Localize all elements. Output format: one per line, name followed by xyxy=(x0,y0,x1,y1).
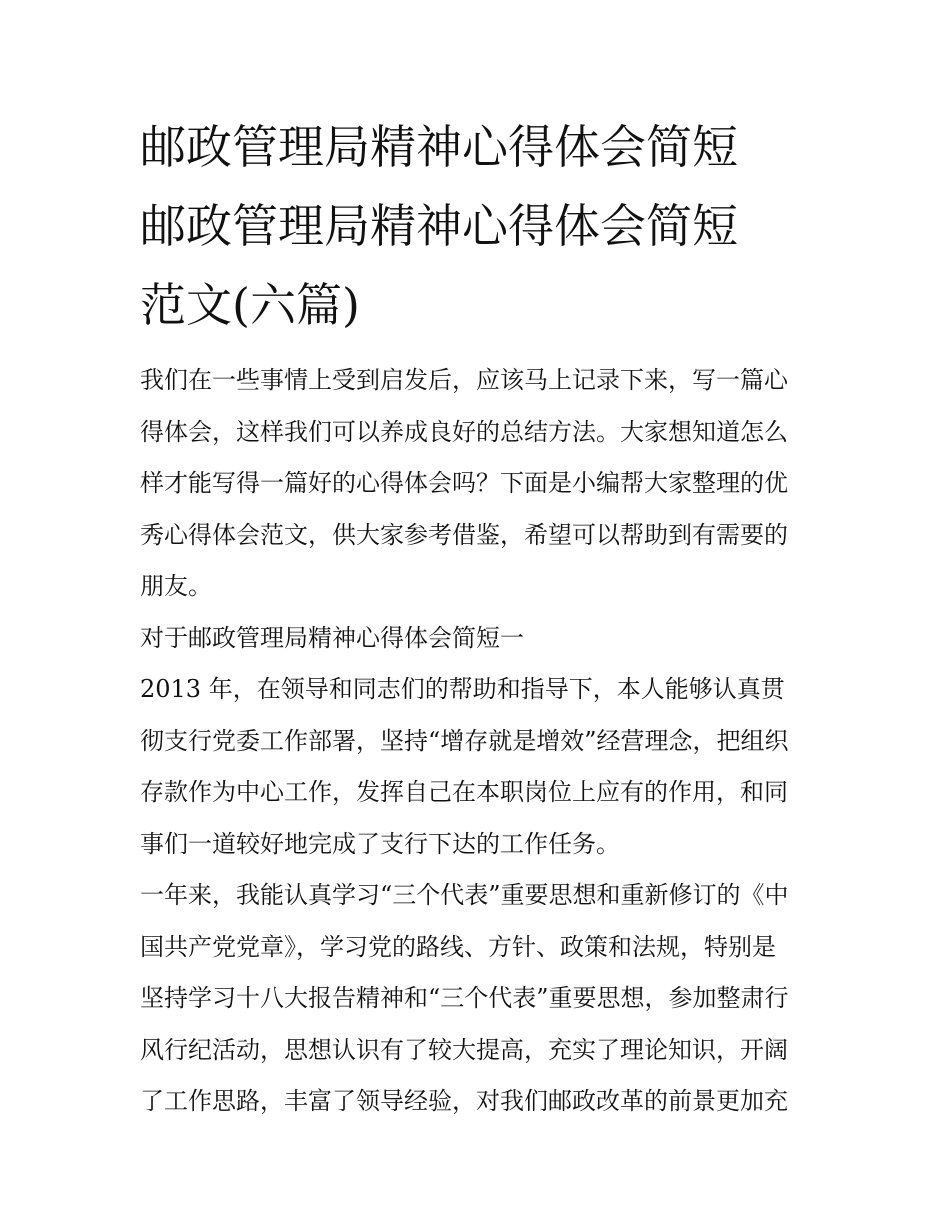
text-line: 事们一道较好地完成了支行下达的工作任务。 xyxy=(140,829,620,858)
body-paragraph xyxy=(140,870,815,1128)
text-line: 了工作思路，丰富了领导经验，对我们邮政改革的前景更加充 xyxy=(140,1087,788,1115)
section-heading xyxy=(140,613,815,665)
text-line: 彻支行党委工作部署，坚持“增存就是增效”经营理念，把组织 xyxy=(140,726,789,755)
text-line: 2013 年，在领导和同志们的帮助和指导下，本人能够认真贯 xyxy=(140,675,785,703)
document-body xyxy=(140,355,815,1128)
text-line: 国共产党党章》，学习党的路线、方针、政策和法规，特别是 xyxy=(140,932,776,961)
text-line: 一年来，我能认真学习“三个代表”重要思想和重新修订的《中 xyxy=(140,881,789,909)
title-line: 邮政管理局精神心得体会简短 xyxy=(140,120,738,174)
text-line: 存款作为中心工作，发挥自己在本职岗位上应有的作用，和同 xyxy=(140,778,788,806)
text-line: 我们在一些事情上受到启发后，应该马上记录下来，写一篇心 xyxy=(140,366,788,394)
text-line: 样才能写得一篇好的心得体会吗？下面是小编帮大家整理的优 xyxy=(140,469,788,497)
text-line: 朋友。 xyxy=(140,572,212,600)
text-line: 风行纪活动，思想认识有了较大提高，充实了理论知识，开阔 xyxy=(140,1035,788,1064)
document-content xyxy=(140,108,815,1128)
text-line: 秀心得体会范文，供大家参考借鉴，希望可以帮助到有需要的 xyxy=(140,520,788,549)
text-line: 对于邮政管理局精神心得体会简短一 xyxy=(140,623,524,652)
text-line: 坚持学习十八大报告精神和“三个代表”重要思想，参加整肃行 xyxy=(140,984,789,1012)
text-line: 得体会，这样我们可以养成良好的总结方法。大家想知道怎么 xyxy=(140,417,788,446)
intro-paragraph xyxy=(140,355,815,613)
body-paragraph xyxy=(140,664,815,870)
title-line: 邮政管理局精神心得体会简短 xyxy=(140,199,738,253)
document-title xyxy=(140,108,815,345)
title-line: 范文(六篇) xyxy=(140,278,360,332)
